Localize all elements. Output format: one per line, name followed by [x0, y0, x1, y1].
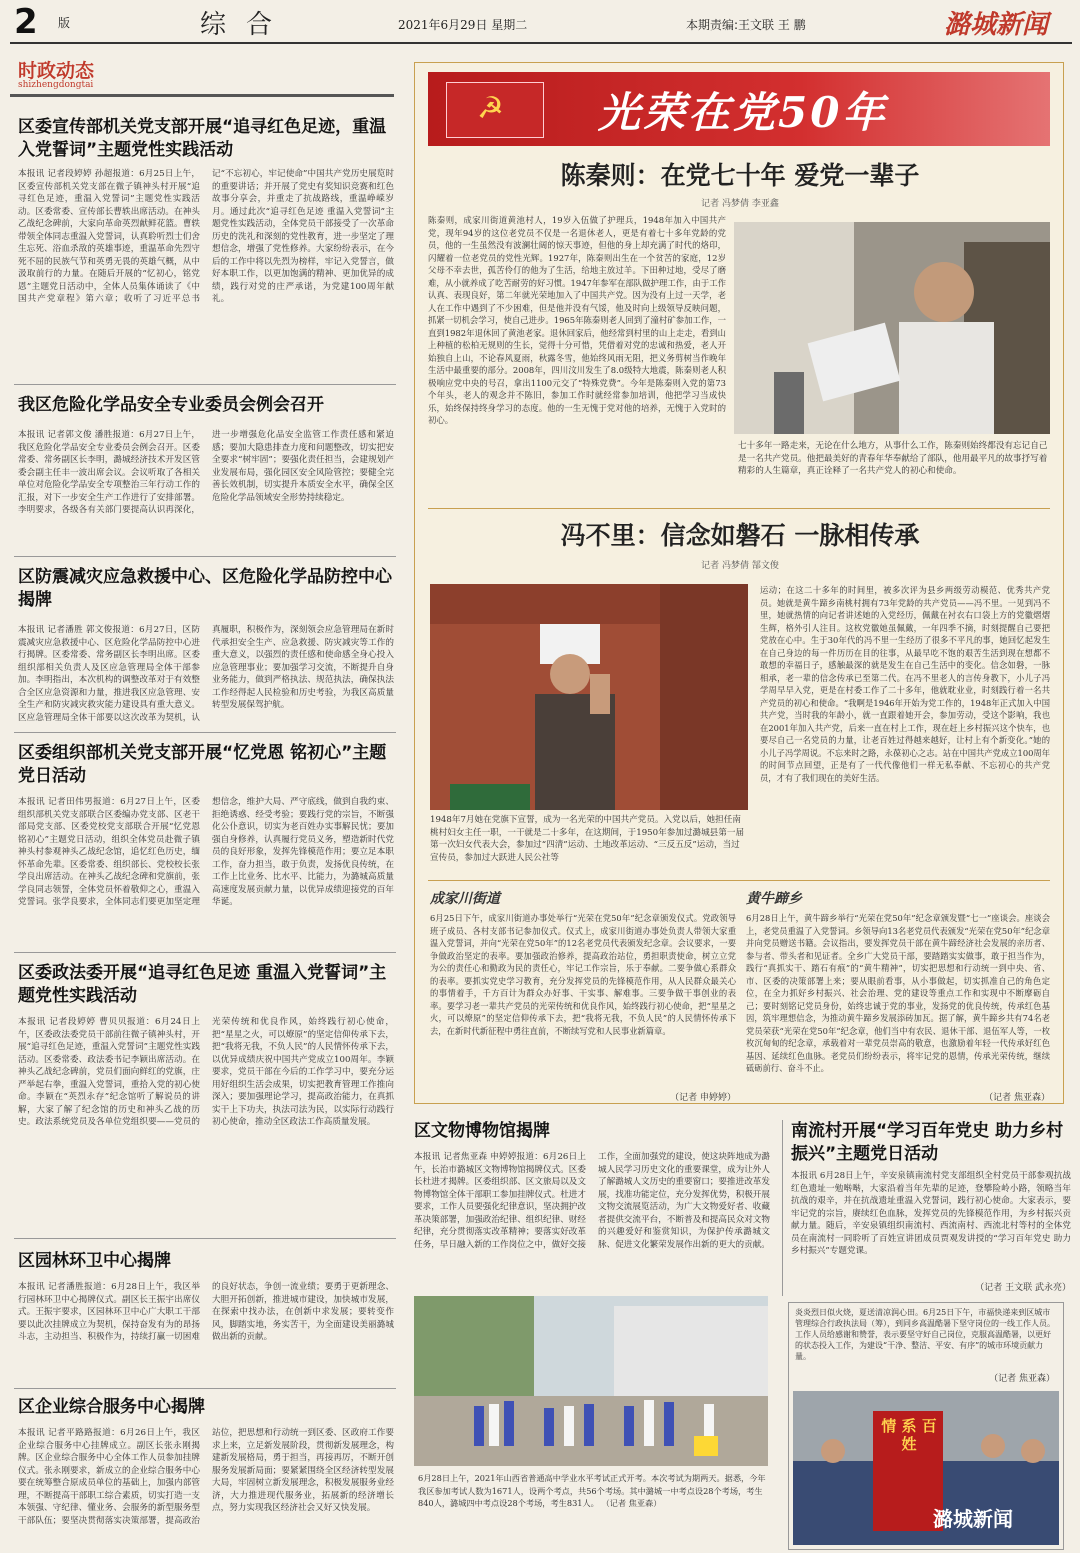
- courier-box: [788, 1302, 1064, 1550]
- divider: [14, 952, 396, 953]
- article-emergency-center: [18, 566, 394, 736]
- editor-credit: 本期责编:王文联 王 鹏: [686, 18, 806, 32]
- story2-caption: 1948年7月她在党旗下宣誓，成为一名光荣的中国共产党员。入党以后，她担任南桃村妇女主任一职，一干就是二十多年，在这期间，于1950年参加过潞城县第一届第一次妇女代表大会，参加过“四清”运动、土地改革运动、“三反五反”运动，当过宣传员，参加过大跃进人民公社等: [430, 815, 745, 863]
- column-rule: [10, 94, 394, 97]
- news-place: 黄牛蹄乡: [746, 891, 802, 907]
- article-title: 区文物博物馆揭牌: [414, 1121, 550, 1141]
- divider: [14, 384, 396, 385]
- article-body: 本报讯 记者段婷婷 曹贝贝报道：6月24日上午，区委政法委党员干部前往微子镇神头村，开展“追寻红色足迹，重温入党誓词”主题党性实践活动。区委常委、政法委书记李颖出席活动。在神头乙战纪念碑前，党员们面向鲜红的党旗，庄严举起右拳，重温入党誓词，重拾入党的初心使命。李颖在“英烈永存”纪念馆听了解说员的讲解，大家了解了纪念馆的历史和神头乙战的历史。政法系统党员及各单位党组织要——党员的光荣传统和优良作风，始终践行初心使命，把“星星之火，可以燎原”的坚定信仰传承下去，把“我将无我，不负人民”的人民情怀传承下去，以优异成绩庆祝中国共产党成立100周年。李颖要求，党员干部在今后的工作学习中，要充分运用好组织生活会成果，切实把教育管理工作推向深入；要加强理论学习，提高政治能力，在真抓实干上下功夫，执法司法为民，以实际行动践行初心使命，推动全区政法工作高质量发展。: [18, 1017, 394, 1127]
- feature-banner: [428, 72, 1050, 146]
- article-title: 我区危险化学品安全专业委员会例会召开: [18, 395, 324, 415]
- article-landscape-center: [18, 1250, 394, 1369]
- article-organization: [18, 742, 394, 932]
- article-body: 本报讯 6月28日上午，辛安泉镇南流村党支部组织全村党员干部参观抗战红色遗址一勉啭啭，大家沿着当年先辈的足迹，登攀险岭小路，领略当年抗战的艰辛，并在抗战遗址重温入党誓词，践行初心使命。大家表示，要牢记党的宗旨，赓续红色血脉，发挥党员的先锋模范作用，为乡村振兴贡献力量。随后，辛安泉镇组织南流村、西流南村、西流北村等村的全体党员在南流村一同聆听了百姓宣讲团成员贾观发讲授的“学习百年党史 助力乡村振兴”专题党课。: [791, 1171, 1071, 1256]
- article-signature: （记者 王文联 武永亮）: [975, 1283, 1071, 1293]
- divider: [14, 556, 396, 557]
- article-hazchem-meeting: [18, 394, 394, 549]
- story1-body: 陈秦则，成家川街道黄池村人，19岁入伍做了护理兵，1948年加入中国共产党，现年94岁的这位老党员不仅是一名退休老人，更是有着七十多年党龄的党员，他的一生虽然没有波澜壮阔的惊天事迹，但他的身上却充满了时代的烙印，闪耀着一位老党员的党性光辉。1927年，陈秦则出生在一个贫苦的家庭，12岁父母不幸去世，孤苦伶仃的他为了生活，给地主放过羊。下田种过地，受尽了磨难，从小就养成了吃苦耐劳的好习惯。1947年参军在部队做护理工作，由于工作认真、表现良好，第二年就光荣地加入了中国共产党。因为没有上过一天学，老人在工作中遇到了不少困难，但是他并没有气馁，他及时向上级领导反映问题，抓紧一切机会学习，使自己进步。1965年陈秦则老人回到了潼村矿参加工作，一直到1982年退休回了黄池老家。退休回家后，他经常到村里的山上走走，看到山上种植的松柏无规则的生长，觉得十分可惜，凭借着对党的忠诚和热爱，老人开始独自上山，不论春风夏雨，秋露冬雪，他始终风雨无阻，把义务剪树当作晚年生活中最重要的部分。2008年，四川汶川发生了8.0级特大地震，陈秦则老人积极响应党中央的号召，拿出1100元交了“特殊党费”。今年是陈秦则入党的第73个年头，老人的观念并不陈旧，参加工作时就经常参加培训，他把学习当成快乐，始终保持终身学习的态度。他的一生无愧于党对他的培养，无愧于入党时的初心。: [428, 215, 726, 425]
- story2-body: 运动；在这二十多年的时间里，被多次评为县乡两级劳动模范、优秀共产党员。她就是黄牛蹄乡南桃村拥有73年党龄的共产党员——冯不里。一见到冯不里，她就热情的向记者讲述她的入党经历，佩戴在衬衣右口袋上方的党徽熠熠生辉，格外引人注目。这枚党徽她虽佩戴，一年四季不摘，时刻提醒自己要把党放在心中。生于30年代的冯不里一生经历了很多不平凡的事，她回忆起发生在自己身边的每一件历历在目的往事，从最早吃不饱的艰苦生活到现在想都不敢想的幸福日子，感触最深的就是发生在自己生活中的变化。信念如磐，一脉相承，老一辈的信念传承已至第二代。在冯不里老人的言传身教下，小儿子冯学周早早入党，更是在村委工作了二十多年，他就耽业业，时刻践行着一名共产党员的初心和使命。“我啊是1946年开始为党工作的，1948年正式加入中国共产党，当时我的年龄小，就一直跟着她开会，参加劳动，受这个影响，我也在2001年加入共产党，后来一直在村上工作，现在赶上乡村振兴这个快车，也要尽自己一名党员的力量，让老百姓过得越来越好，让村上有个新变化。”她的小儿子冯学周说。不忘来时之路，永葆初心之志。站在中国共产党成立100周年的时间节点回望，正是有了一代代像他们一样无私奉献、不忘初心的共产党员，才有了我们现在的美好生活。: [760, 585, 1050, 783]
- header-rule: [10, 42, 1072, 44]
- article-title: 区委宣传部机关党支部开展“追寻红色足迹，重温入党誓词”主题党性实践活动: [18, 117, 387, 160]
- story1-caption: 七十多年一路走来，无论在什么地方，从事什么工作，陈秦则始终都没有忘记自己是一名共产党员。他把最美好的青春年华奉献给了部队，他用最平凡的故事抒写着精彩的人生篇章，真正诠释了一名共产党人的初心和使命。: [738, 441, 1048, 476]
- article-body: 本报讯 记者段婷婷 孙超报道：6月25日上午，区委宣传部机关党支部在微子镇神头村开展“追寻红色足迹，重温入党誓词”主题党性实践活动。区委常委、宣传部长曹轶出席活动。在神头乙战纪念碑前，大家向革命英烈献鲜花篮。曹轶带领全体同志重温入党誓词，认真聆听烈士们舍生忘死、浴血杀敌的英雄事迹，重温革命先烈守死不屈的民族气节和英勇无畏的英雄气概，从中汲取前行的力量。在随后开展的“忆初心，铭党恩”主题党日活动中，全体人员集体诵读了《中国共产党章程》第六章；收听了习近平总书记“不忘初心，牢记使命”中国共产党历史展览时的重要讲话；并开展了党史有奖知识竞赛和红色故事分享会，并重走了抗战路线，重温峥嵘岁月。通过此次“追寻红色足迹 重温入党誓词”主题党性实践活动，全体党员干部接受了一次革命历史的洗礼和深刻的党性教育，进一步坚定了理想信念，增强了党性修养。大家纷纷表示，在今后的工作中将以先烈为榜样，牢记入党誓言，做好本职工作，以更加饱满的精神、更加优异的成绩，践行对党的庄严承诺，为党建100周年献礼。: [18, 169, 394, 304]
- article-museum: [414, 1120, 770, 1263]
- column-tag: 时政动态: [18, 60, 95, 82]
- paper-logo: 潞城新闻: [944, 10, 1049, 40]
- story2-title: 冯不里：信念如磐石 一脉相传承: [560, 521, 920, 550]
- article-body: 本报讯 记者焦亚森 申婷婷报道：6月26日上午，长治市潞城区文物博物馆揭牌仪式。区委长杜进才揭牌。区委组织部、区文旅局以及文物博物馆全体干部职工参加挂牌仪式。杜进才要求，工作人员要强化纪律意识，坚决拥护改革决策部署，加强政治纪律、组织纪律、财经纪律，充分贯彻落实改革精神；要落实好改革任务，早日融入新的工作岗位之中，做好交接工作，全面加强党的建设，使这块阵地成为潞城人民学习历史文化的重要课堂，成为让外人了解潞城人文历史的重要窗口；要推进改革发展，找准功能定位，充分发挥优势，积极开展文物交流展览活动，为广大文物爱好者、收藏者提供交流平台，不断普及和提高民众对文物的兴趣爱好和鉴赏知识，为保护传承潞城文脉、促进文化繁荣发展作出新的更大的贡献。: [414, 1152, 770, 1250]
- elder-reading-photo: [734, 222, 1050, 434]
- page-number: 2: [14, 2, 38, 42]
- news-place: 成家川街道: [430, 891, 500, 907]
- exam-caption-text: 6月28日上午，2021年山西省普通高中学业水平考试正式开考。本次考试为期两天。据悉，今年我区参加考试人数为1671人，设两个考点，共56个考场。其中潞城一中考点设28个考场，考生840人，潞城四中考点设28个考场，考生831人。: [418, 1473, 766, 1508]
- story1-photo: [734, 222, 1050, 434]
- news-body: 6月25日下午，成家川街道办事处举行“光荣在党50年”纪念章颁发仪式。党政领导班子成员、各村支部书记参加仪式。仪式上，成家川街道办事处负责人带领大家重温入党誓词，并向“光荣在党50年”的12名老党员代表颁发纪念章。会议要求，一要争做政治坚定的表率。要加强政治修养，提高政治站位，勇担职责使命，树立立党为公的责任心和勤政为民的责任心，牢记工作宗旨，乐于奉献。二要争做心系群众的表率。要抓实党史学习教育，充分发挥党员的先锋模范作用，从人民群众最关心的事情着手，千方百计为群众办好事、干实事、解难事。三要争做干事创业的表率。要学习老一辈共产党员的光荣传统和优良作风，始终践行初心使命，把“星星之火，可以燎原”的坚定信仰传承下去，把“我将无我，不负人民”的人民情怀传承下去，在新时代新征程中勇往直前，不断续写党和人民事业新篇章。: [430, 913, 736, 1036]
- watermark: 潞城新闻: [933, 1507, 1013, 1531]
- article-body: 本报讯 记者潘胜 郭文俊报道：6月27日，区防震减灾应急救援中心、区危险化学品防控中心进行揭牌。区委常委、常务副区长李明出席。区委组织部相关负责人及区应急管理局全体干部参加。李明指出，本次机构的调整改革对于有效整合全区应急资源和力量，推进我区应急管理、安全生产和防灾减灾救灾能力建设具有重大意义。区应急管理局全体干部要以这次改革为契机，认真履职，积极作为，深刻领会应急管理局在新时代承担安全生产、应急救援、防灾减灾等工作的重大意义，以强烈的责任感和使命感全身心投入应急管理事业；要加强学习交流，不断提升自身业务能力，做到严格执法、规范执法，确保执法工作经得起人民检验和历史考验，为我区高质量转型发展保驾护航。: [18, 625, 394, 723]
- news-body: 6月28日上午，黄牛蹄乡举行“光荣在党50年”纪念章颁发暨“七一”座谈会。座谈会上，老党员重温了入党誓词。乡领导向13名老党员代表颁发“光荣在党50年”纪念章并向党员赠送书籍。会议指出，要发挥党员干部在黄牛蹄经济社会发展的亲历者、参与者、带头者和见证者。全乡广大党员干部，要踏踏实实做事，敢于担当作为，践行“真抓实干、踏石有痕”的“黄牛精神”，切实把思想和行动统一到中央、省、市、区委的决策部署上来；要从眼前看事，从小事做起，切实抓准自己的角色定位，在全力抓好乡村振兴、社会治理、党的建设等重点工作和实现中不断摩砺自己；要时刻铭记党员身份，始终忠诚于党的事业，发扬党的优良传统，传承红色基因，筑牢理想信念，为推动黄牛蹄乡发展添砖加瓦。据了解，黄牛蹄乡共有74名老党员荣获“光荣在党50年”纪念章，他们当中有农民、退休干部、退伍军人等，一枚枚沉甸甸的纪念章，承载着对一辈党员崇高的敬意，也激励着年轻一代传承好红色基因、延续红色血脉。老党员们纷纷表示，将牢记党的恩情，传承光荣传统，继续砥砺前行、奋斗不止。: [746, 913, 1050, 1073]
- exam-caption-signature: （记者 焦亚森）: [601, 1498, 662, 1508]
- article-title: 区企业综合服务中心揭牌: [18, 1397, 205, 1417]
- courier-signature: （记者 焦亚森）: [989, 1374, 1055, 1384]
- courier-caption: 炎炎烈日似火烧，夏送清凉润心田。6月25日下午，市福快递来到区城市管理综合行政执法局（筹），到同乡高温酷暑下坚守岗位的一线工作人员。工作人员给感谢和赞誉，表示要坚守好自己岗位，克服高温酷暑，以更好的状态投入工作，为建设“干净、整洁、平安、有序”的城市环境贡献力量。: [795, 1308, 1055, 1361]
- banner-presentation-photo: [793, 1391, 1059, 1545]
- exam-crowd-photo: [414, 1296, 768, 1466]
- news-signature: （记者 焦亚森）: [984, 1093, 1050, 1103]
- banner-title: 光荣在党50年: [598, 88, 888, 137]
- exam-photo: [414, 1296, 768, 1466]
- story1-title: 陈秦则：在党七十年 爱党一辈子: [560, 161, 920, 190]
- story1-byline: 记者 冯梦倩 李亚鑫: [701, 199, 779, 209]
- article-political-legal: [18, 962, 394, 1206]
- exam-caption: [418, 1472, 766, 1542]
- divider: [428, 508, 1050, 509]
- article-title: 区委政法委开展“追寻红色足迹 重温入党誓词”主题党性实践活动: [18, 963, 387, 1006]
- article-body: 本报讯 记者平路路报道：6月26日上午，我区企业综合服务中心挂牌成立。副区长张永刚揭牌。区企业综合服务中心全体工作人员参加挂牌仪式。张永刚要求，新成立的企业综合服务中心要在统筹整合原成员单位的基础上，加强内部管理，不断提高干部职工综合素质，切实打造一支本领强、守纪律、懂业务、会服务的新型服务型干部队伍；要坚决贯彻落实决策部署，提高政治站位，把思想和行动统一到区委、区政府工作要求上来，立足新发展阶段，贯彻新发展理念，构建新发展格局，勇于担当，再接再厉，不断开创服务发展新局面；要紧紧围绕全区经济转型发展大局，牢固树立新发展理念，积极发展服务业经济，大力推进现代服务业，拓展新的经济增长点，努力实现我区经济社会又好又快发展。: [18, 1428, 394, 1526]
- divider: [14, 1388, 396, 1389]
- article-propaganda: [18, 116, 394, 404]
- story2-photo: [430, 584, 748, 810]
- news-signature: （记者 申婷婷）: [670, 1093, 736, 1103]
- page-suffix: 版: [58, 16, 71, 30]
- article-title: 区委组织部机关党支部开展“忆党恩 铭初心”主题党日活动: [18, 743, 387, 786]
- news-chengjiachuan: [430, 888, 736, 1103]
- article-nanliu-village: [782, 1120, 1071, 1296]
- article-body: 本报讯 记者潘胜报道：6月28日上午，我区举行园林环卫中心揭牌仪式。副区长王振宇出席仪式。王振宇要求，区园林环卫中心广大职工干部要以此次挂牌成立为契机，保持奋发有为的昂扬斗志，主动担当、积极作为，持续打赢一切困难的良好状态，争创一流业绩；要勇于更新理念、大胆开拓创新，推进城市建设，加快城市发展，在探索中找办法，在创新中求发展；要转变作风，脚踏实地，务实苦干，为全面建设美丽潞城做出新的贡献。: [18, 1282, 394, 1342]
- banner-text: 情 系 百 姓: [881, 1417, 937, 1453]
- divider: [14, 1238, 396, 1239]
- courier-photo: [793, 1391, 1059, 1545]
- column-tag-pinyin: shizhengdongtai: [18, 80, 94, 90]
- story2-byline: 记者 冯梦倩 郜文俊: [701, 561, 779, 571]
- article-body: 本报讯 记者郭文俊 潘胜报道：6月27日上午，我区危险化学品安全专业委员会例会召开。区委常委、常务副区长李明，潞城经济技术开发区管委会副主任丰一波出席会议。会议听取了各相关单位对危险化学品安全专项整治三年行动工作的汇报，对下一步安全生产工作进行了安排部署。李明要求，各级各有关部门要提高认识再深化，进一步增强危化品安全监管工作责任感和紧迫感；要加大隐患排查力度和问题整改，切实把安全要求“树牢固”；要强化责任担当，会建规划产业发展布局，强化园区安全风险管控；要健全完善长效机制，切实提升本质安全水平，确保全区危险化学品领域安全形势持续稳定。: [18, 430, 394, 515]
- divider: [428, 880, 1050, 881]
- article-enterprise-center: [18, 1396, 394, 1549]
- article-title: 南流村开展“学习百年党史 助力乡村振兴”主题党日活动: [791, 1121, 1064, 1164]
- divider: [14, 732, 396, 733]
- issue-date: 2021年6月29日 星期二: [398, 18, 528, 32]
- article-title: 区园林环卫中心揭牌: [18, 1251, 171, 1271]
- section-name: 综合: [200, 10, 293, 40]
- masthead: [0, 0, 1080, 44]
- elder-woman-photo: [430, 584, 748, 810]
- article-title: 区防震减灾应急救援中心、区危险化学品防控中心揭牌: [18, 567, 392, 610]
- news-huangniuti: [746, 888, 1050, 1103]
- article-body: 本报讯 记者田伟男报道：6月27日上午，区委组织部机关党支部联合区委编办党支部、区老干部局党支部、区委党校党支部联合开展“忆党恩 铭初心”主题党日活动，组织全体党员赴微子镇神头村参观神头乙战纪念馆，追忆红色历史，缅怀革命先辈。区委常委、组织部长、党校校长张学良出席活动。在神头乙战纪念碑和党旗前，张学良同志领誓，全体党员怀着敬仰之心，重温入党誓词。张学良要求，全体同志们要更加坚定理想信念，维护大局、严守底线，做到自我约束、拒绝诱惑、经受考验；要践行党的宗旨，不断强化公仆意识，切实为老百姓办实事解民忧；要加强自身修养，认真履行党员义务，塑造新时代党员的良好形象，发挥先锋模范作用；要立足本职工作，奋力担当，敢于负责，发扬优良传统，在工作上比业务、比水平、比能力，为潞城高质量高速度发展贡献力量，以优异成绩迎接党的百年华诞。: [18, 797, 394, 907]
- party-flag-icon: ☭: [446, 82, 544, 138]
